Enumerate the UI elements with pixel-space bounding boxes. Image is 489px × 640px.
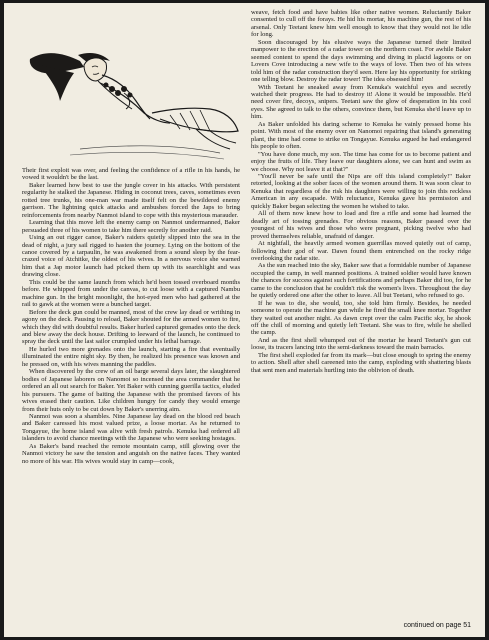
paragraph: This could be the same launch from which he'd been tossed overboard months before. He whipped from under the canvas, to cut loose with a captured Nambu machine gun. In the bright moonlight, the hot-eyed men who had gathered at the rail to gawk at the women were a bunched target. — [22, 278, 240, 309]
right-column — [251, 9, 471, 374]
paragraph: As Baker's band reached the remote mountain camp, still glowing over the Nanmoi victory he saw the tension and anguish on the native faces. They wanted no more of his war. His wives would stay in camp—cook, — [22, 442, 240, 465]
reclining-woman-illustration — [20, 9, 242, 165]
paragraph: All of them now knew how to load and fire a rifle and some had learned the deadly art of tossing grenades. For obvious reasons, Baker passed over the youngest of his wives and those who were pregnant, picking twelve who had proved themselves reliable, unafraid of danger. — [251, 210, 471, 240]
paragraph: Learning that this move left the enemy camp on Nanmoi undermanned, Baker persuaded three of his women to take him there secretly for another raid. — [22, 219, 240, 234]
left-column — [22, 167, 240, 465]
paragraph: "You'll never be safe until the Nips are off this island completely!" Baker retorted, looking at the sober faces of the women around them. It was soon clear to Kenuka that regardless of the risk his daughters were willing to join this reckless American in any escapade. With reluctance, Kenuka gave his permission and quickly Baker began selecting the women he wished to take. — [251, 172, 471, 210]
paragraph: "You have done much, my son. The time has come for us to become patient and enjoy the fruits of life. They leave our daughters alone, we can hunt and swim as we choose. Why not leave it at that?" — [251, 150, 471, 173]
paragraph: Before the deck gun could be manned, most of the crew lay dead or writhing in agony on the deck. Pausing to reload, Baker shouted for the armed women to fire, which they did with doubtful results. Baker hurled captured grenades onto the deck and blew away the deck house. Drifting to leeward of the launch, he continued to spray the deck until the last sailor crumpled under his lethal barrage. — [22, 308, 240, 346]
paragraph: With Teetani he sneaked away from Kenuka's watchful eyes and secretly watched their progress. He had to destroy it! Alone it would be impossible. He'd need cover fire, decoys, snipers. Teetani saw the glow of desperation in his cool eyes. She agreed to talk to the others, convince them, but Kenuka she'd leave up to him. — [251, 83, 471, 121]
paragraph: When discovered by the crew of an oil barge several days later, the slaughtered bodies of Japanese laborers on Nanomoi so incensed the area commander that he ordered an all out search for Baker. Yet Baker with cunning guerilla tactics, eluded his pursuers. The game of baiting the Japanese with the promised favors of his wives erased their caution. Like children hungry for candy they would emerge from their huts only to be cut down by Baker's unerring aim. — [22, 368, 240, 413]
paragraph: weave, fetch food and have babies like other native women. Reluctantly Baker consented to cull off the forays. He hid his mortar, his machine gun, the rest of his arsenal. Only Teetani knew him well enough to know that they would not lie idle for long. — [251, 9, 471, 39]
paragraph: Baker learned how best to use the jungle cover in his attacks. With persistent regularity he stalked the Japanese. Hiding in coconut trees, caves, sometimes even rotted tree trunks, his one-man war made itself felt on the bewildered enemy garrison. The lightning quick attacks and ambushes forced the Japs to bring reinforcements from nearby Nanmoi island to cope with this mysterious marauder. — [22, 181, 240, 219]
paragraph: Their first exploit was over, and feeling the confidence of a rifle in his hands, he vowed it wouldn't be the last. — [22, 167, 240, 182]
paragraph: The first shell exploded far from its mark—but close enough to spring the enemy to action. Shell after shell careened into the camp, exploding with shattering blasts that sent men and materials hurtling into the oblivion of death. — [251, 351, 471, 374]
paragraph: Nanmoi was soon a shambles. Nine Japanese lay dead on the blood red beach and Baker caressed his most valued prize, a loose mortar. As he returned to Tongayue, the home island was alive with fresh patrols. Kenuka had ordered all islanders to avoid chance meetings with the Japanese who were seeking hostages. — [22, 412, 240, 443]
continued-note: continued on page 51 — [403, 622, 471, 629]
paragraph: As the sun reached into the sky, Baker saw that a formidable number of Japanese occupied the camp, in well manned positions. A trained soldier would have known the chances for success against such fortifications and perhaps Baker did too, for he came to the conclusion that he couldn't risk the women's lives. Throughout the day he quietly ordered one after the other to leave. All but Teetani, who refused to go. — [251, 262, 471, 300]
paragraph: If he was to die, she would, too, she told him firmly. Besides, he needed someone to operate the machine gun while he fired the small knee mortar. Together they waited out another night. As dawn crept over the calm Pacific sky, he shook off the chill of morning and quietly left Teetani. She was to fire, while he shelled the camp. — [251, 299, 471, 337]
paragraph: Using an out rigger canoe, Baker's raiders quietly slipped into the sea in the dead of night, a jury sail rigged to hasten the journey. Lying on the bottom of the canoe covered by a tarpaulin, he was awakened from a sound sleep by the fear-crazed voice of Atchitke, the oldest of his wives. In a nervous voice she warned him that a Jap motor launch had picked them up with its searchlight and was drawing close. — [22, 234, 240, 279]
paragraph: Soon discouraged by his elusive ways the Japanese turned their limited manpower to the erection of a radar tower on the northern coast. For awhile Baker seemed content to spend the days swimming and diving in placid lagoons or on Lovers Cove introducing a new wife to the ways of love. Then two of his wives told him of the radar construction they'd seen. Here lay his opportunity for striking one telling blow. Destroy the radar tower! The idea obsessed him! — [251, 38, 471, 84]
paragraph: At nightfall, the heavily armed women guerrillas moved quietly out of camp, following their god of war. Dawn found them entrenched on the rocky ridge overlooking the radar site. — [251, 240, 471, 262]
paragraph: As Baker unfolded his daring scheme to Kenuka he vainly pressed home his point. With most of the enemy over on Nanomoi repairing that island's generating plant, the time had come to strike on Tongayue. Kenuka argued he had endangered his people to often. — [251, 120, 471, 151]
paragraph: And as the first shell whumped out of the mortar he heard Teetani's gun cut loose, its tracers lancing into the semi-darkness toward the main barracks. — [251, 336, 471, 352]
magazine-page — [4, 3, 485, 637]
paragraph: He hurled two more grenades onto the launch, starting a fire that eventually illuminated the entire night sky. By then, he realized his presence was known and he pressed on, with his wives manning the paddles. — [22, 345, 240, 368]
